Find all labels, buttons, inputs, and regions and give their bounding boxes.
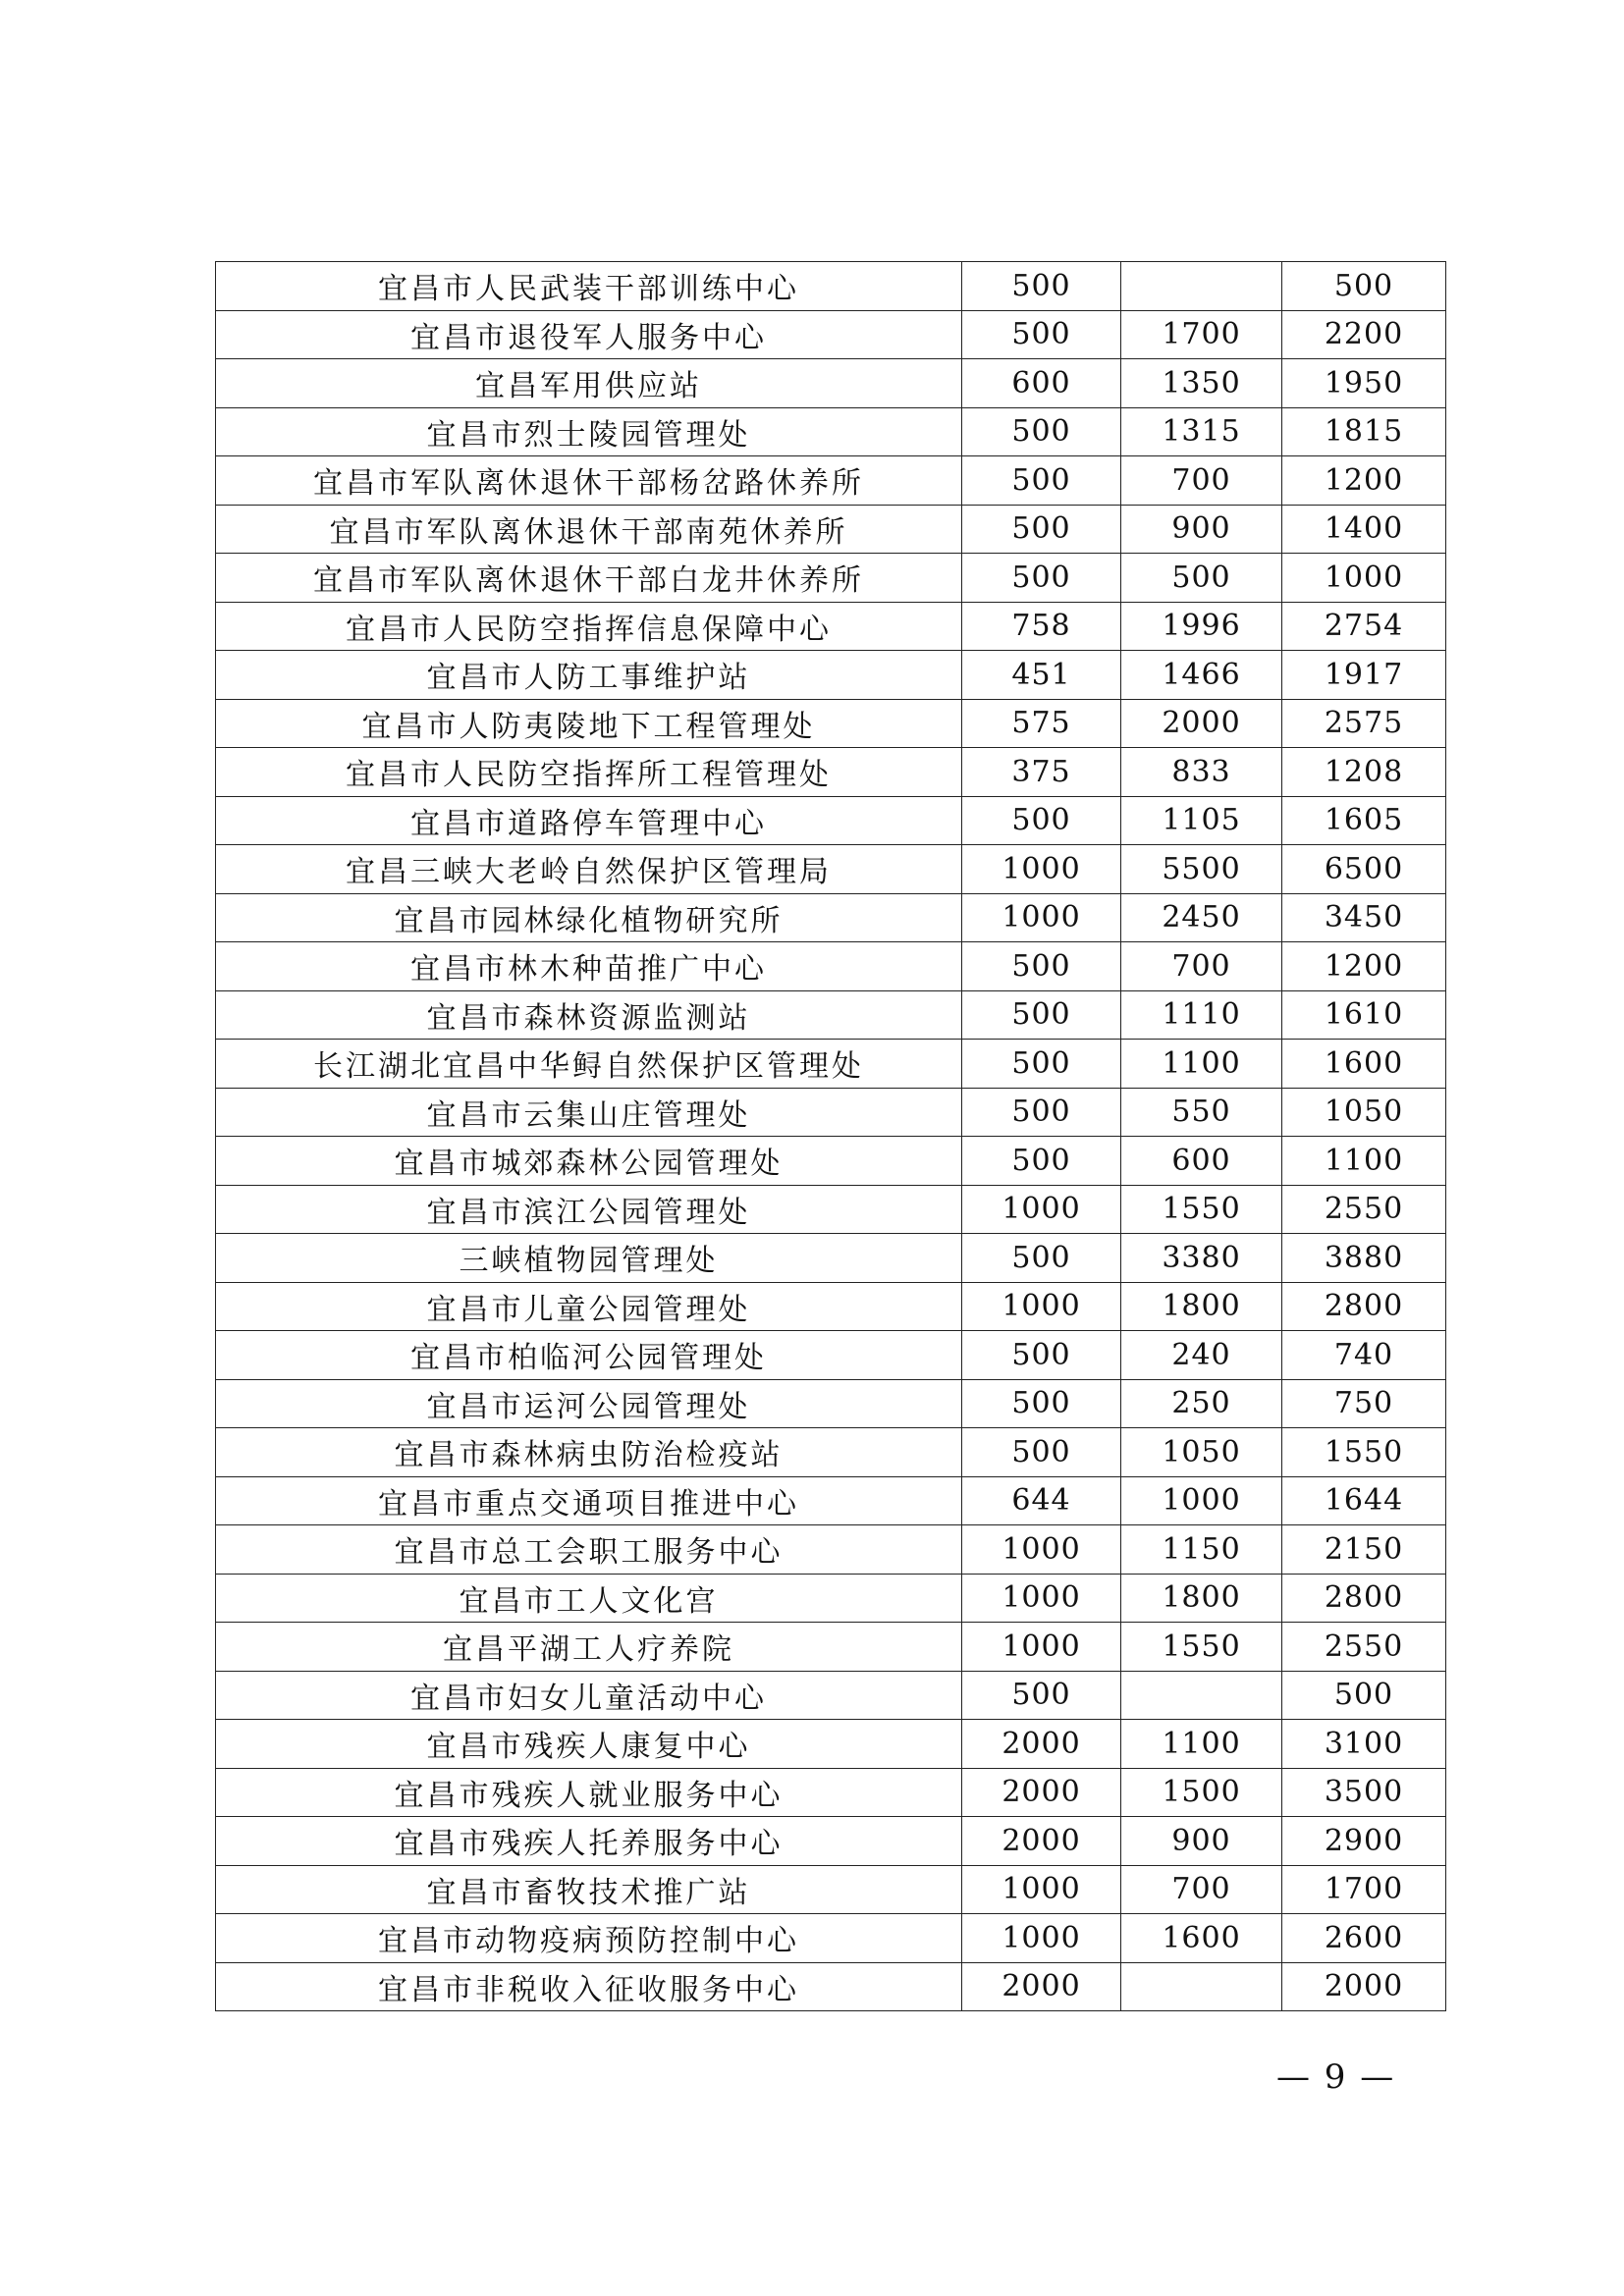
- table-row: [216, 1671, 1446, 1720]
- amount-b-cell: 1150: [1121, 1525, 1282, 1575]
- total-cell: 1610: [1282, 990, 1446, 1040]
- amount-b-cell: 1800: [1121, 1282, 1282, 1331]
- amount-a-cell: 500: [962, 1040, 1121, 1089]
- total-cell: 740: [1282, 1331, 1446, 1380]
- amount-b-cell: 600: [1121, 1137, 1282, 1186]
- table-row: [216, 1720, 1446, 1769]
- amount-b-cell: 500: [1121, 554, 1282, 603]
- table-row: [216, 893, 1446, 942]
- table-row: [216, 1817, 1446, 1866]
- amount-b-cell: 1000: [1121, 1476, 1282, 1525]
- table-row: [216, 1088, 1446, 1137]
- org-name-cell: 宜昌市退役军人服务中心: [216, 310, 962, 359]
- amount-b-cell: 1466: [1121, 651, 1282, 700]
- total-cell: 2200: [1282, 310, 1446, 359]
- amount-a-cell: 500: [962, 990, 1121, 1040]
- total-cell: 6500: [1282, 845, 1446, 894]
- amount-b-cell: 700: [1121, 942, 1282, 991]
- amount-b-cell: 1110: [1121, 990, 1282, 1040]
- total-cell: 1400: [1282, 505, 1446, 554]
- total-cell: 1605: [1282, 796, 1446, 845]
- total-cell: 1815: [1282, 407, 1446, 456]
- org-name-cell: 宜昌市人民武装干部训练中心: [216, 262, 962, 311]
- amount-a-cell: 1000: [962, 1623, 1121, 1672]
- amount-a-cell: 600: [962, 359, 1121, 408]
- table-row: [216, 699, 1446, 748]
- table-row: [216, 359, 1446, 408]
- org-name-cell: 宜昌市柏临河公园管理处: [216, 1331, 962, 1380]
- total-cell: 1917: [1282, 651, 1446, 700]
- table-row: [216, 602, 1446, 651]
- table-row: [216, 748, 1446, 797]
- amount-a-cell: 644: [962, 1476, 1121, 1525]
- org-name-cell: 宜昌市残疾人康复中心: [216, 1720, 962, 1769]
- table-row: [216, 262, 1446, 311]
- org-name-cell: 宜昌市妇女儿童活动中心: [216, 1671, 962, 1720]
- total-cell: 2550: [1282, 1623, 1446, 1672]
- total-cell: 3880: [1282, 1234, 1446, 1283]
- table-row: [216, 1865, 1446, 1914]
- table-row: [216, 990, 1446, 1040]
- table-row: [216, 651, 1446, 700]
- org-name-cell: 宜昌市人民防空指挥信息保障中心: [216, 602, 962, 651]
- amount-a-cell: 2000: [962, 1720, 1121, 1769]
- total-cell: 2600: [1282, 1914, 1446, 1963]
- amount-a-cell: 1000: [962, 845, 1121, 894]
- amount-a-cell: 575: [962, 699, 1121, 748]
- table-row: [216, 1379, 1446, 1428]
- amount-b-cell: 1800: [1121, 1574, 1282, 1623]
- amount-a-cell: 375: [962, 748, 1121, 797]
- total-cell: 1050: [1282, 1088, 1446, 1137]
- amount-b-cell: 1315: [1121, 407, 1282, 456]
- total-cell: 2000: [1282, 1962, 1446, 2011]
- table-row: [216, 554, 1446, 603]
- org-name-cell: 宜昌市运河公园管理处: [216, 1379, 962, 1428]
- amount-b-cell: 240: [1121, 1331, 1282, 1380]
- table-row: [216, 1234, 1446, 1283]
- org-name-cell: 长江湖北宜昌中华鲟自然保护区管理处: [216, 1040, 962, 1089]
- org-name-cell: 宜昌市残疾人托养服务中心: [216, 1817, 962, 1866]
- amount-b-cell: [1121, 1962, 1282, 2011]
- amount-b-cell: [1121, 262, 1282, 311]
- amount-a-cell: 1000: [962, 1865, 1121, 1914]
- amount-b-cell: 5500: [1121, 845, 1282, 894]
- table-row: [216, 1768, 1446, 1817]
- amount-a-cell: 500: [962, 262, 1121, 311]
- table-row: [216, 1331, 1446, 1380]
- amount-a-cell: 500: [962, 1331, 1121, 1380]
- total-cell: 1100: [1282, 1137, 1446, 1186]
- amount-a-cell: 500: [962, 456, 1121, 506]
- org-name-cell: 宜昌市人防工事维护站: [216, 651, 962, 700]
- org-name-cell: 宜昌市军队离休退休干部杨岔路休养所: [216, 456, 962, 506]
- org-name-cell: 宜昌市动物疫病预防控制中心: [216, 1914, 962, 1963]
- org-name-cell: 宜昌市烈士陵园管理处: [216, 407, 962, 456]
- org-name-cell: 宜昌市滨江公园管理处: [216, 1185, 962, 1234]
- table-row: [216, 1040, 1446, 1089]
- amount-b-cell: 833: [1121, 748, 1282, 797]
- amount-a-cell: 500: [962, 554, 1121, 603]
- total-cell: 2800: [1282, 1574, 1446, 1623]
- total-cell: 3450: [1282, 893, 1446, 942]
- amount-a-cell: 500: [962, 505, 1121, 554]
- funding-table: [215, 261, 1446, 2011]
- org-name-cell: 宜昌平湖工人疗养院: [216, 1623, 962, 1672]
- table-row: [216, 1623, 1446, 1672]
- total-cell: 2575: [1282, 699, 1446, 748]
- table-row: [216, 796, 1446, 845]
- amount-b-cell: 1105: [1121, 796, 1282, 845]
- table-row: [216, 942, 1446, 991]
- amount-b-cell: 1100: [1121, 1720, 1282, 1769]
- amount-b-cell: 700: [1121, 456, 1282, 506]
- org-name-cell: 宜昌军用供应站: [216, 359, 962, 408]
- org-name-cell: 宜昌三峡大老岭自然保护区管理局: [216, 845, 962, 894]
- amount-b-cell: 900: [1121, 505, 1282, 554]
- page-number: — 9 —: [1276, 2057, 1396, 2097]
- amount-a-cell: 500: [962, 1234, 1121, 1283]
- table-row: [216, 1476, 1446, 1525]
- total-cell: 2800: [1282, 1282, 1446, 1331]
- amount-b-cell: 1350: [1121, 359, 1282, 408]
- amount-a-cell: 2000: [962, 1817, 1121, 1866]
- org-name-cell: 宜昌市非税收入征收服务中心: [216, 1962, 962, 2011]
- table-row: [216, 1428, 1446, 1477]
- table-row: [216, 845, 1446, 894]
- total-cell: 1600: [1282, 1040, 1446, 1089]
- table-row: [216, 1282, 1446, 1331]
- total-cell: 1950: [1282, 359, 1446, 408]
- org-name-cell: 宜昌市总工会职工服务中心: [216, 1525, 962, 1575]
- org-name-cell: 宜昌市工人文化宫: [216, 1574, 962, 1623]
- amount-a-cell: 500: [962, 310, 1121, 359]
- total-cell: 750: [1282, 1379, 1446, 1428]
- amount-b-cell: 700: [1121, 1865, 1282, 1914]
- amount-a-cell: 2000: [962, 1962, 1121, 2011]
- amount-b-cell: 1996: [1121, 602, 1282, 651]
- amount-a-cell: 1000: [962, 1185, 1121, 1234]
- amount-b-cell: 1100: [1121, 1040, 1282, 1089]
- total-cell: 2150: [1282, 1525, 1446, 1575]
- org-name-cell: 宜昌市军队离休退休干部南苑休养所: [216, 505, 962, 554]
- amount-b-cell: [1121, 1671, 1282, 1720]
- org-name-cell: 宜昌市森林病虫防治检疫站: [216, 1428, 962, 1477]
- org-name-cell: 宜昌市军队离休退休干部白龙井休养所: [216, 554, 962, 603]
- amount-a-cell: 1000: [962, 1525, 1121, 1575]
- table-row: [216, 310, 1446, 359]
- total-cell: 3500: [1282, 1768, 1446, 1817]
- amount-a-cell: 451: [962, 651, 1121, 700]
- total-cell: 1200: [1282, 456, 1446, 506]
- org-name-cell: 宜昌市畜牧技术推广站: [216, 1865, 962, 1914]
- total-cell: 1700: [1282, 1865, 1446, 1914]
- total-cell: 1644: [1282, 1476, 1446, 1525]
- table-row: [216, 456, 1446, 506]
- table-row: [216, 1137, 1446, 1186]
- amount-a-cell: 500: [962, 1088, 1121, 1137]
- amount-a-cell: 500: [962, 1671, 1121, 1720]
- total-cell: 1550: [1282, 1428, 1446, 1477]
- org-name-cell: 宜昌市道路停车管理中心: [216, 796, 962, 845]
- amount-b-cell: 3380: [1121, 1234, 1282, 1283]
- org-name-cell: 三峡植物园管理处: [216, 1234, 962, 1283]
- total-cell: 500: [1282, 1671, 1446, 1720]
- amount-b-cell: 2450: [1121, 893, 1282, 942]
- amount-b-cell: 550: [1121, 1088, 1282, 1137]
- org-name-cell: 宜昌市森林资源监测站: [216, 990, 962, 1040]
- table-row: [216, 505, 1446, 554]
- amount-b-cell: 250: [1121, 1379, 1282, 1428]
- amount-a-cell: 500: [962, 1137, 1121, 1186]
- table-row: [216, 407, 1446, 456]
- amount-a-cell: 500: [962, 942, 1121, 991]
- amount-a-cell: 500: [962, 796, 1121, 845]
- amount-b-cell: 1550: [1121, 1185, 1282, 1234]
- amount-a-cell: 1000: [962, 1914, 1121, 1963]
- amount-b-cell: 1600: [1121, 1914, 1282, 1963]
- amount-a-cell: 1000: [962, 1282, 1121, 1331]
- total-cell: 2754: [1282, 602, 1446, 651]
- total-cell: 1200: [1282, 942, 1446, 991]
- amount-b-cell: 1700: [1121, 310, 1282, 359]
- amount-b-cell: 1050: [1121, 1428, 1282, 1477]
- total-cell: 2550: [1282, 1185, 1446, 1234]
- table-row: [216, 1574, 1446, 1623]
- total-cell: 2900: [1282, 1817, 1446, 1866]
- total-cell: 3100: [1282, 1720, 1446, 1769]
- table-row: [216, 1185, 1446, 1234]
- amount-a-cell: 1000: [962, 1574, 1121, 1623]
- total-cell: 500: [1282, 262, 1446, 311]
- total-cell: 1208: [1282, 748, 1446, 797]
- org-name-cell: 宜昌市人防夷陵地下工程管理处: [216, 699, 962, 748]
- org-name-cell: 宜昌市林木种苗推广中心: [216, 942, 962, 991]
- org-name-cell: 宜昌市城郊森林公园管理处: [216, 1137, 962, 1186]
- amount-b-cell: 2000: [1121, 699, 1282, 748]
- org-name-cell: 宜昌市儿童公园管理处: [216, 1282, 962, 1331]
- amount-a-cell: 500: [962, 1428, 1121, 1477]
- amount-a-cell: 1000: [962, 893, 1121, 942]
- amount-a-cell: 500: [962, 1379, 1121, 1428]
- org-name-cell: 宜昌市重点交通项目推进中心: [216, 1476, 962, 1525]
- org-name-cell: 宜昌市云集山庄管理处: [216, 1088, 962, 1137]
- amount-a-cell: 2000: [962, 1768, 1121, 1817]
- table-row: [216, 1525, 1446, 1575]
- amount-a-cell: 758: [962, 602, 1121, 651]
- org-name-cell: 宜昌市人民防空指挥所工程管理处: [216, 748, 962, 797]
- org-name-cell: 宜昌市残疾人就业服务中心: [216, 1768, 962, 1817]
- table-row: [216, 1962, 1446, 2011]
- amount-b-cell: 900: [1121, 1817, 1282, 1866]
- table-body: [216, 262, 1446, 2011]
- amount-a-cell: 500: [962, 407, 1121, 456]
- table-row: [216, 1914, 1446, 1963]
- amount-b-cell: 1500: [1121, 1768, 1282, 1817]
- total-cell: 1000: [1282, 554, 1446, 603]
- org-name-cell: 宜昌市园林绿化植物研究所: [216, 893, 962, 942]
- amount-b-cell: 1550: [1121, 1623, 1282, 1672]
